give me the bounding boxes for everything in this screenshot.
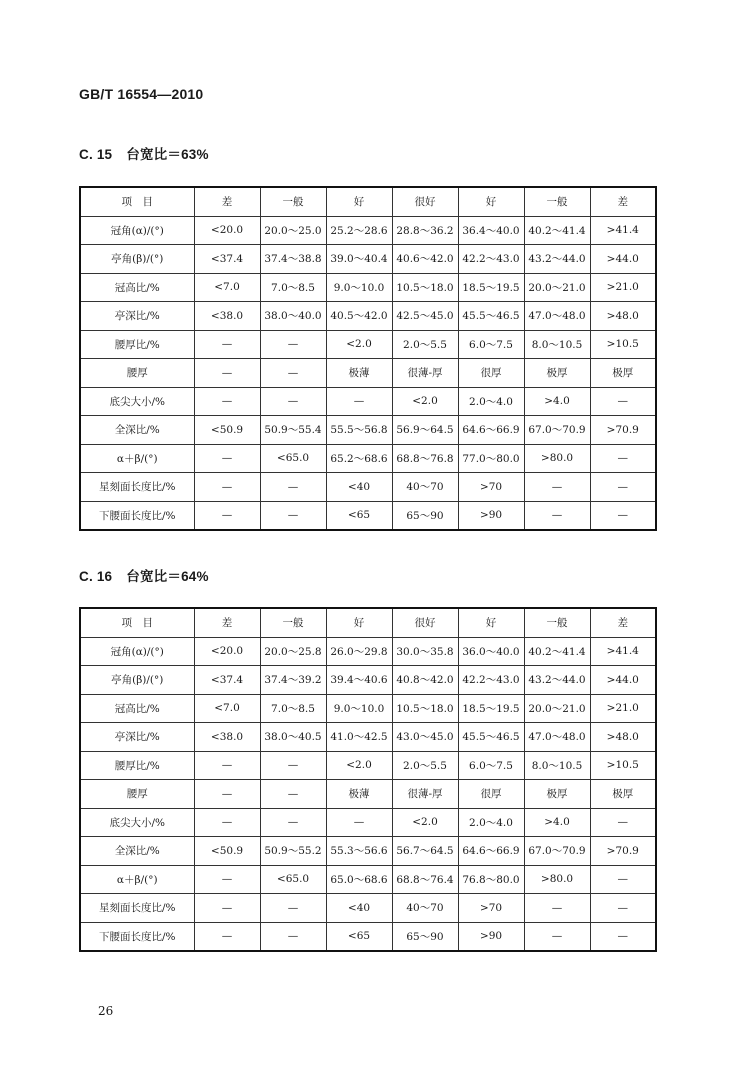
table-cell: 2.0～5.5 (392, 751, 458, 780)
table-cell: — (194, 808, 260, 837)
table-cell: 76.8～80.0 (458, 865, 524, 894)
table-cell: 18.5～19.5 (458, 694, 524, 723)
table-cell: >44.0 (590, 666, 656, 695)
table-cell: 43.2～44.0 (524, 245, 590, 274)
table-cell: — (590, 922, 656, 951)
table-cell: 37.4～39.2 (260, 666, 326, 695)
table-row (80, 837, 656, 866)
row-label: 亭深比/% (80, 723, 194, 752)
table-cell: <65 (326, 922, 392, 951)
document-code: GB/T 16554—2010 (79, 86, 204, 102)
table-cell: 2.0～4.0 (458, 808, 524, 837)
table-cell: 47.0～48.0 (524, 723, 590, 752)
table-cell: — (260, 330, 326, 359)
table-cell: 45.5～46.5 (458, 723, 524, 752)
table-cell: >70.9 (590, 416, 656, 445)
table-cell: 很厚 (458, 780, 524, 809)
table-cell: 65.0～68.6 (326, 865, 392, 894)
table-cell: <65.0 (260, 444, 326, 473)
table-body (80, 608, 656, 951)
table-cell: 68.8～76.8 (392, 444, 458, 473)
table-cell: 很薄-厚 (392, 780, 458, 809)
row-label: α＋β/(°) (80, 444, 194, 473)
row-label: 腰厚 (80, 359, 194, 388)
table-cell: 37.4～38.8 (260, 245, 326, 274)
table-cell: >80.0 (524, 865, 590, 894)
table-cell: 30.0～35.8 (392, 637, 458, 666)
table-header-row (80, 608, 656, 637)
table-cell: >48.0 (590, 302, 656, 331)
table-cell: 20.0～21.0 (524, 694, 590, 723)
table-cell: <2.0 (392, 387, 458, 416)
column-header: 差 (194, 187, 260, 216)
table-cell: >44.0 (590, 245, 656, 274)
table-cell: 41.0～42.5 (326, 723, 392, 752)
table-cell: — (260, 894, 326, 923)
table-cell: 10.5～18.0 (392, 694, 458, 723)
column-header: 一般 (524, 608, 590, 637)
table-row (80, 273, 656, 302)
table-cell: — (260, 359, 326, 388)
table-cell: >10.5 (590, 330, 656, 359)
section-number: C. 15 (79, 147, 113, 162)
row-label: 底尖大小/% (80, 387, 194, 416)
table-cell: 极薄 (326, 359, 392, 388)
table-cell: 很厚 (458, 359, 524, 388)
table-cell: 9.0～10.0 (326, 273, 392, 302)
table-cell: 20.0～21.0 (524, 273, 590, 302)
table-row (80, 666, 656, 695)
column-header: 差 (590, 187, 656, 216)
table-cell: 64.6～66.9 (458, 416, 524, 445)
table-cell: 42.2～43.0 (458, 245, 524, 274)
table-row (80, 865, 656, 894)
table-cell: <20.0 (194, 216, 260, 245)
row-label: 冠角(α)/(°) (80, 637, 194, 666)
table-cell: 7.0～8.5 (260, 694, 326, 723)
table-cell: — (524, 894, 590, 923)
table-cell: — (260, 751, 326, 780)
table-cell: 40.8～42.0 (392, 666, 458, 695)
table-row (80, 359, 656, 388)
table-cell: 极厚 (524, 359, 590, 388)
table-cell: 42.5～45.0 (392, 302, 458, 331)
table-cell: <20.0 (194, 637, 260, 666)
table-cell: 67.0～70.9 (524, 416, 590, 445)
table-cell: >41.4 (590, 637, 656, 666)
table-cell: — (524, 922, 590, 951)
table-cell: 极厚 (524, 780, 590, 809)
table-cell: 40～70 (392, 473, 458, 502)
table-cell: — (590, 865, 656, 894)
table-cell: — (590, 473, 656, 502)
table-cell: >41.4 (590, 216, 656, 245)
table-cell: <37.4 (194, 666, 260, 695)
table-cell: 68.8～76.4 (392, 865, 458, 894)
table-cell: 8.0～10.5 (524, 330, 590, 359)
row-label: 腰厚 (80, 780, 194, 809)
table-cell: 40～70 (392, 894, 458, 923)
table-cell: 极薄 (326, 780, 392, 809)
table-cell: 47.0～48.0 (524, 302, 590, 331)
column-header: 好 (326, 187, 392, 216)
table-cell: >70 (458, 473, 524, 502)
row-label: 全深比/% (80, 416, 194, 445)
table-cell: — (326, 387, 392, 416)
table-cell: — (194, 330, 260, 359)
table-cell: 10.5～18.0 (392, 273, 458, 302)
row-label: 冠高比/% (80, 273, 194, 302)
table-cell: >80.0 (524, 444, 590, 473)
ratio-table-c16 (79, 607, 657, 952)
table-cell: — (260, 780, 326, 809)
table-cell: — (194, 444, 260, 473)
table-cell: 2.0～5.5 (392, 330, 458, 359)
column-header: 项 目 (80, 608, 194, 637)
table-cell: 67.0～70.9 (524, 837, 590, 866)
table-cell: — (194, 473, 260, 502)
table-row (80, 637, 656, 666)
table-cell: 26.0～29.8 (326, 637, 392, 666)
row-label: 星刻面长度比/% (80, 473, 194, 502)
table-cell: <37.4 (194, 245, 260, 274)
column-header: 差 (194, 608, 260, 637)
table-cell: <65 (326, 501, 392, 530)
table-cell: 6.0～7.5 (458, 330, 524, 359)
table-row (80, 245, 656, 274)
table-cell: 65.2～68.6 (326, 444, 392, 473)
row-label: 亭深比/% (80, 302, 194, 331)
table-cell: >48.0 (590, 723, 656, 752)
table-cell: >90 (458, 501, 524, 530)
table-cell: 50.9～55.4 (260, 416, 326, 445)
column-header: 一般 (260, 608, 326, 637)
table-cell: 65～90 (392, 922, 458, 951)
table-cell: — (524, 501, 590, 530)
table-cell: >21.0 (590, 694, 656, 723)
table-cell: >70 (458, 894, 524, 923)
table-cell: >90 (458, 922, 524, 951)
column-header: 项 目 (80, 187, 194, 216)
table-body (80, 187, 656, 530)
table-cell: — (194, 751, 260, 780)
column-header: 好 (326, 608, 392, 637)
table-cell: — (260, 473, 326, 502)
table-cell: <40 (326, 894, 392, 923)
table-cell: — (590, 444, 656, 473)
table-cell: — (260, 922, 326, 951)
table-cell: >21.0 (590, 273, 656, 302)
row-label: 亭角(β)/(°) (80, 666, 194, 695)
column-header: 很好 (392, 187, 458, 216)
table-row (80, 694, 656, 723)
table-cell: 39.0～40.4 (326, 245, 392, 274)
column-header: 一般 (524, 187, 590, 216)
table-cell: 25.2～28.6 (326, 216, 392, 245)
table-cell: — (194, 359, 260, 388)
table-cell: 7.0～8.5 (260, 273, 326, 302)
row-label: α＋β/(°) (80, 865, 194, 894)
table-header-row (80, 187, 656, 216)
table-cell: — (590, 894, 656, 923)
table-cell: 50.9～55.2 (260, 837, 326, 866)
table-cell: 36.4～40.0 (458, 216, 524, 245)
table-row (80, 302, 656, 331)
table-cell: 77.0～80.0 (458, 444, 524, 473)
table-cell: 43.2～44.0 (524, 666, 590, 695)
table-cell: 40.5～42.0 (326, 302, 392, 331)
table-cell: <7.0 (194, 694, 260, 723)
table-row (80, 808, 656, 837)
column-header: 很好 (392, 608, 458, 637)
table-cell: <50.9 (194, 837, 260, 866)
table-cell: — (260, 501, 326, 530)
table-cell: — (326, 808, 392, 837)
row-label: 冠角(α)/(°) (80, 216, 194, 245)
row-label: 亭角(β)/(°) (80, 245, 194, 274)
table-cell: — (590, 387, 656, 416)
row-label: 下腰面长度比/% (80, 501, 194, 530)
table-cell: <38.0 (194, 723, 260, 752)
table-cell: — (194, 894, 260, 923)
table-cell: 8.0～10.5 (524, 751, 590, 780)
table-row (80, 416, 656, 445)
table-row (80, 894, 656, 923)
table-cell: 40.6～42.0 (392, 245, 458, 274)
table-cell: — (194, 865, 260, 894)
table-cell: 38.0～40.0 (260, 302, 326, 331)
section-heading-c15 (79, 143, 209, 163)
table-cell: <2.0 (326, 330, 392, 359)
table-row (80, 330, 656, 359)
section-number: C. 16 (79, 569, 113, 584)
table-cell: >70.9 (590, 837, 656, 866)
table-cell: — (590, 808, 656, 837)
table-cell: 64.6～66.9 (458, 837, 524, 866)
row-label: 底尖大小/% (80, 808, 194, 837)
table-cell: 9.0～10.0 (326, 694, 392, 723)
table-cell: 18.5～19.5 (458, 273, 524, 302)
table-cell: 42.2～43.0 (458, 666, 524, 695)
table-row (80, 501, 656, 530)
row-label: 下腰面长度比/% (80, 922, 194, 951)
table-cell: — (260, 808, 326, 837)
table-cell: <38.0 (194, 302, 260, 331)
table-cell: — (590, 501, 656, 530)
row-label: 腰厚比/% (80, 751, 194, 780)
table-cell: — (194, 780, 260, 809)
table-cell: — (194, 387, 260, 416)
page-number: 26 (98, 1004, 114, 1018)
table-row (80, 216, 656, 245)
section-title: 台宽比＝63% (126, 147, 209, 162)
table-row (80, 387, 656, 416)
table-cell: <7.0 (194, 273, 260, 302)
table-cell: — (260, 387, 326, 416)
table-cell: 28.8～36.2 (392, 216, 458, 245)
table-row (80, 723, 656, 752)
table-cell: <50.9 (194, 416, 260, 445)
table-cell: 极厚 (590, 359, 656, 388)
table-cell: 56.7～64.5 (392, 837, 458, 866)
table-cell: 39.4～40.6 (326, 666, 392, 695)
table-row (80, 444, 656, 473)
table-cell: 20.0～25.0 (260, 216, 326, 245)
table-cell: <65.0 (260, 865, 326, 894)
table-cell: 极厚 (590, 780, 656, 809)
table-cell: 55.3～56.6 (326, 837, 392, 866)
column-header: 差 (590, 608, 656, 637)
column-header: 一般 (260, 187, 326, 216)
section-heading-c16 (79, 565, 209, 585)
table-cell: <40 (326, 473, 392, 502)
row-label: 星刻面长度比/% (80, 894, 194, 923)
table-cell: 55.5～56.8 (326, 416, 392, 445)
section-title: 台宽比＝64% (126, 569, 209, 584)
column-header: 好 (458, 608, 524, 637)
table-row (80, 751, 656, 780)
table-row (80, 922, 656, 951)
table-cell: — (524, 473, 590, 502)
table-cell: 40.2～41.4 (524, 637, 590, 666)
row-label: 全深比/% (80, 837, 194, 866)
table-cell: 43.0～45.0 (392, 723, 458, 752)
table-cell: <2.0 (392, 808, 458, 837)
table-cell: >4.0 (524, 387, 590, 416)
table-cell: 20.0～25.8 (260, 637, 326, 666)
table-cell: 很薄-厚 (392, 359, 458, 388)
table-cell: — (194, 501, 260, 530)
table-cell: 56.9～64.5 (392, 416, 458, 445)
table-row (80, 780, 656, 809)
table-cell: 38.0～40.5 (260, 723, 326, 752)
row-label: 冠高比/% (80, 694, 194, 723)
table-cell: 6.0～7.5 (458, 751, 524, 780)
column-header: 好 (458, 187, 524, 216)
row-label: 腰厚比/% (80, 330, 194, 359)
table-cell: <2.0 (326, 751, 392, 780)
table-cell: 45.5～46.5 (458, 302, 524, 331)
table-cell: >10.5 (590, 751, 656, 780)
table-cell: 2.0～4.0 (458, 387, 524, 416)
table-cell: 36.0～40.0 (458, 637, 524, 666)
ratio-table-c15 (79, 186, 657, 531)
table-cell: >4.0 (524, 808, 590, 837)
table-cell: 40.2～41.4 (524, 216, 590, 245)
table-cell: 65～90 (392, 501, 458, 530)
table-cell: — (194, 922, 260, 951)
table-row (80, 473, 656, 502)
